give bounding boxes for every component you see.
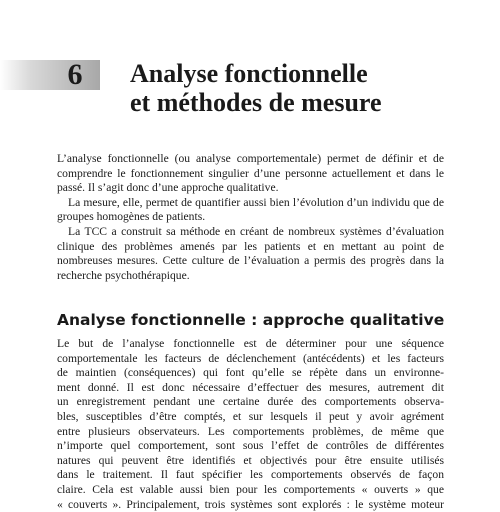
- body-line: n’importe quel comportement, sont sous l’effet de contrôles de différentes: [57, 439, 444, 453]
- section-heading: Analyse fonctionnelle : approche qualitative: [57, 311, 445, 329]
- body-line: bles, susceptibles d’être comptés, et sur lesquels il peut y avoir agrément: [57, 409, 444, 423]
- intro-paragraph: L’analyse fonctionnelle (ou analyse comportementale) permet de définir et de comprendre le fonctionnement singulier d’une personne actuellement et dans le passé. Il s’agit donc d’une approche qualitative.: [57, 152, 444, 195]
- intro-text: [57, 152, 444, 283]
- body-line: dans le traitement. Il faut spécifier les comportements observés de façon: [57, 468, 444, 482]
- chapter-title-line-2: et méthodes de mesure: [130, 88, 382, 117]
- body-line: Le but de l’analyse fonctionnelle est de déterminer pour une séquence: [57, 337, 444, 350]
- section-body: [57, 337, 444, 512]
- chapter-title: [130, 59, 382, 117]
- body-line: de maintien (conséquences) qui font qu’elle se répète dans un environne-: [57, 366, 444, 380]
- intro-paragraph: La mesure, elle, permet de quantifier aussi bien l’évolution d’un individu que de groupes homogènes de patients.: [57, 195, 444, 224]
- intro-paragraph: La TCC a construit sa méthode en créant de nombreux systèmes d’évaluation clinique des problèmes amenés par les patients et en mettant au point de nombreuses mesures. Cette culture de l’évaluation a permis des progrès dans la recherche psychothérapique.: [57, 224, 444, 282]
- body-line: comportementale les facteurs de déclenchement (antécédents) et les facteurs: [57, 351, 444, 365]
- body-line: ment donné. Il est donc nécessaire d’effectuer des mesures, autrement dit: [57, 380, 444, 394]
- body-line: un enregistrement pendant une certaine durée des comportements observa-: [57, 395, 444, 409]
- body-line: claire. Cela est valable aussi bien pour les comportements « ouverts » que: [57, 482, 444, 496]
- body-line: entre plusieurs observateurs. Les comportements problèmes, de même que: [57, 424, 444, 438]
- body-line: « couverts ». Principalement, trois systèmes sont explorés : le système moteur: [57, 497, 444, 511]
- body-line: natures qui peuvent être identifiés et objectivés pour être ensuite utilisés: [57, 453, 444, 467]
- chapter-title-line-1: Analyse fonctionnelle: [130, 59, 368, 88]
- chapter-number: 6: [67, 58, 83, 91]
